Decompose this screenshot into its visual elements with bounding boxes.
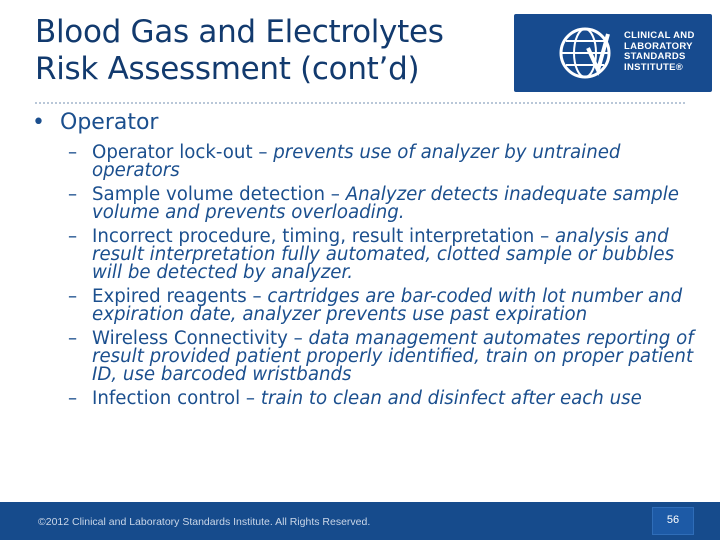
dash-icon: – (68, 388, 78, 409)
item-lead: Infection control – (92, 388, 261, 409)
item-lead: Expired reagents – (92, 286, 268, 307)
logo-line: LABORATORY (624, 40, 693, 52)
item-description: data management automates reporting of result provided patient properly identified, train on proper patient ID, use barcoded wristbands (92, 328, 694, 385)
footer-bar (0, 502, 720, 540)
item-lead: Operator lock-out – (92, 142, 274, 163)
list-item (28, 144, 698, 180)
dash-icon: – (68, 328, 78, 349)
bullet-heading (28, 108, 698, 138)
item-description: analysis and result interpretation fully automated, clotted sample or bubbles will be detected by analyzer. (92, 226, 675, 283)
logo-text (624, 31, 695, 73)
dash-icon: – (68, 226, 78, 247)
list-item (28, 228, 698, 282)
sub-bullet-list (28, 144, 698, 408)
item-description: cartridges are bar-coded with lot number and expiration date, analyzer prevents use past expiration (92, 286, 683, 325)
list-item (28, 288, 698, 324)
item-lead: Incorrect procedure, timing, result interpretation – (92, 226, 555, 247)
slide-body (28, 108, 698, 414)
list-item (28, 390, 698, 408)
logo-line: CLINICAL AND (624, 30, 695, 41)
logo-line: INSTITUTE® (624, 61, 684, 73)
bullet-heading-text: Operator (60, 110, 159, 135)
list-item (28, 186, 698, 222)
logo-line: STANDARDS (624, 51, 686, 62)
globe-logo-icon (556, 24, 614, 82)
item-description: train to clean and disinfect after each use (260, 388, 642, 409)
page-number: 56 (666, 514, 680, 526)
clsi-logo (514, 14, 712, 92)
title-line: Risk Assessment (cont’d) (35, 51, 420, 87)
item-description: Analyzer detects inadequate sample volume and prevents overloading. (92, 184, 679, 223)
list-item (28, 330, 698, 384)
dash-icon: – (68, 286, 78, 307)
item-description: prevents use of analyzer by untrained operators (92, 142, 621, 181)
slide-title (35, 14, 515, 88)
page-number-box (652, 507, 694, 535)
item-lead: Sample volume detection – (92, 184, 346, 205)
title-line: Blood Gas and Electrolytes (35, 14, 444, 50)
item-lead: Wireless Connectivity – (92, 328, 309, 349)
dash-icon: – (68, 142, 78, 163)
copyright-text: ©2012 Clinical and Laboratory Standards Institute. All Rights Reserved. (38, 516, 371, 528)
title-divider (35, 102, 685, 104)
dash-icon: – (68, 184, 78, 205)
bullet-icon: • (32, 110, 45, 135)
